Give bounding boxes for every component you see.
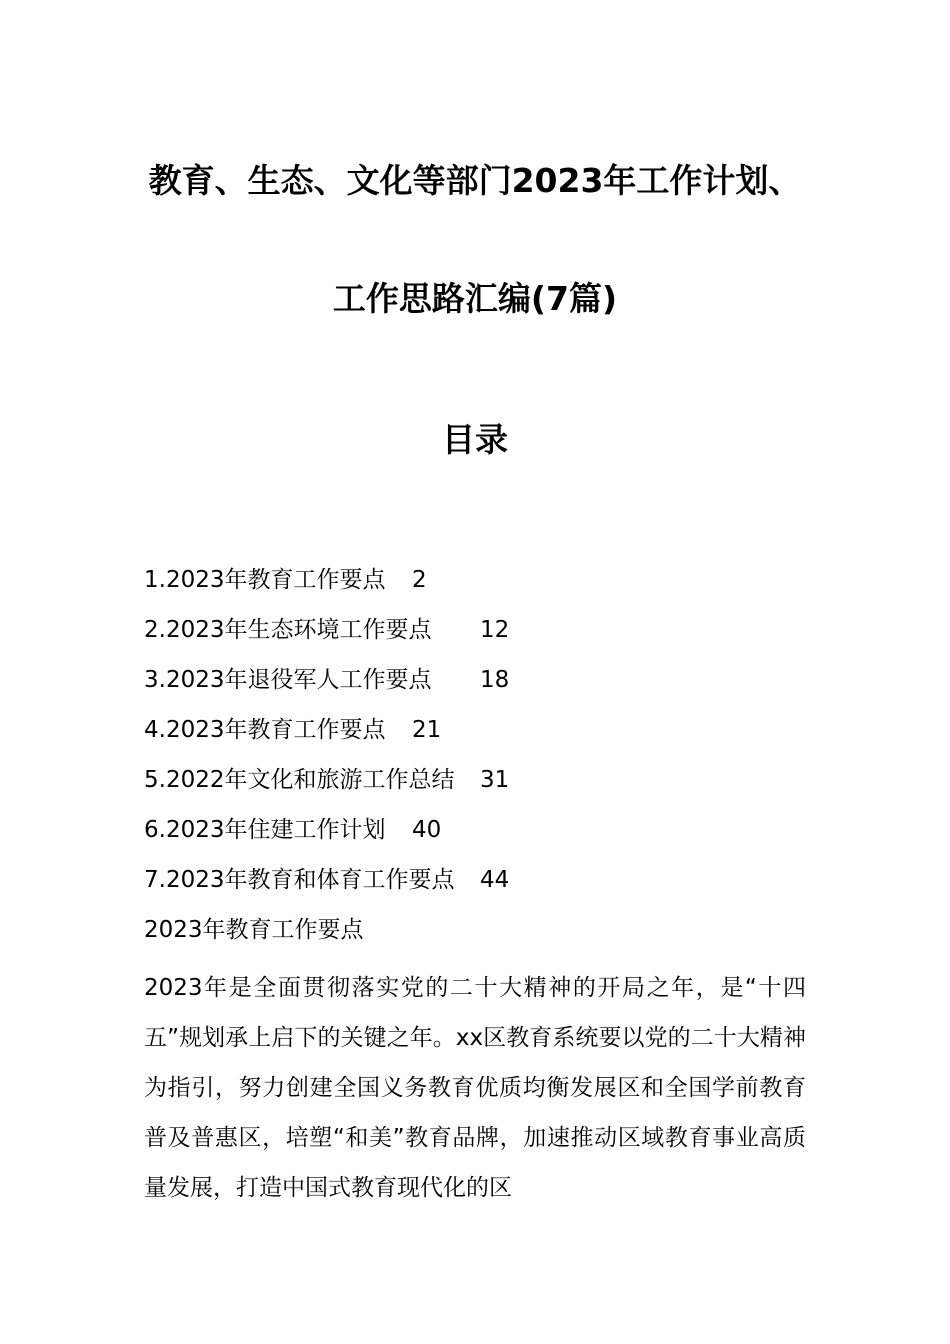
toc-item-page-number: 18 <box>480 667 510 693</box>
toc-item[interactable] <box>144 813 804 863</box>
toc-item[interactable] <box>144 613 804 663</box>
body-paragraph: 2023年是全面贯彻落实党的二十大精神的开局之年，是“十四五”规划承上启下的关键之年。xx区教育系统要以党的二十大精神为指引，努力创建全国义务教育优质均衡发展区和全国学前教育普及普惠区，培塑“和美”教育品牌，加速推动区域教育事业高质量发展，打造中国式教育现代化的区 <box>144 975 806 1201</box>
toc-item-label: 3.2023年退役军人工作要点 <box>144 667 432 693</box>
toc-item[interactable] <box>144 763 804 813</box>
toc-item-page-number: 40 <box>412 817 442 843</box>
document-title-line-1: 教育、生态、文化等部门2023年工作计划、 <box>148 161 802 200</box>
toc-item[interactable] <box>144 663 804 713</box>
document-title-line-2: 工作思路汇编(7篇) <box>332 279 618 318</box>
toc-heading: 目录 <box>442 420 508 459</box>
toc-item-label: 5.2022年文化和旅游工作总结 <box>144 767 455 793</box>
toc-item-label: 2.2023年生态环境工作要点 <box>144 617 432 643</box>
toc-item-page-number: 21 <box>412 717 442 743</box>
toc-item-page-number: 12 <box>480 617 510 643</box>
section-heading: 2023年教育工作要点 <box>144 917 364 943</box>
table-of-contents <box>144 563 804 913</box>
toc-item[interactable] <box>144 863 804 913</box>
toc-item-page-number: 31 <box>480 767 510 793</box>
toc-item[interactable] <box>144 713 804 763</box>
toc-item[interactable] <box>144 563 804 613</box>
toc-item-label: 1.2023年教育工作要点 <box>144 567 386 593</box>
toc-item-label: 6.2023年住建工作计划 <box>144 817 386 843</box>
toc-item-page-number: 2 <box>412 567 427 593</box>
toc-item-label: 7.2023年教育和体育工作要点 <box>144 867 455 893</box>
toc-item-label: 4.2023年教育工作要点 <box>144 717 386 743</box>
toc-item-page-number: 44 <box>480 867 510 893</box>
